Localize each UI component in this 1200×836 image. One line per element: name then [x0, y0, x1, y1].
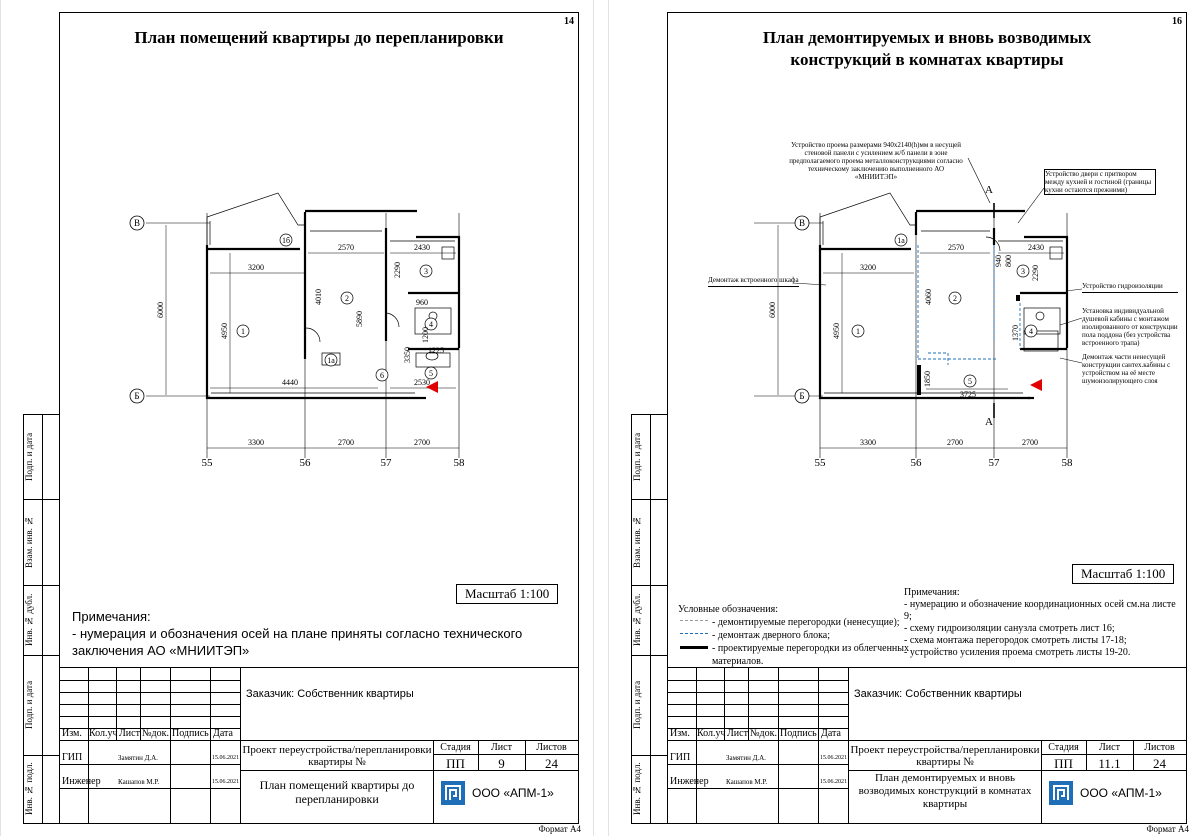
notes-title: Примечания:	[904, 587, 960, 598]
floor-plan-after	[668, 13, 1186, 513]
entrance-marker	[1030, 379, 1042, 391]
section-mark: А	[985, 416, 993, 428]
tb-header: Лист	[727, 728, 748, 739]
note-line: - нумерация и обозначения осей на плане приняты согласно технического	[72, 626, 523, 641]
room-number: 3	[1021, 267, 1025, 276]
dimension-label: 1370	[1011, 325, 1020, 341]
sheet-title: План демонтируемых и вновь возводимых конструкций в комнатах квартиры	[858, 772, 1032, 810]
company-name: ООО «АПМ-1»	[1080, 786, 1162, 800]
engineer-date: 15.06.2021	[212, 779, 239, 785]
sheet-value: 11.1	[1098, 756, 1121, 771]
tb-header: Лист	[119, 728, 140, 739]
dimension-label: 2290	[393, 262, 402, 278]
legend-swatch-solid	[680, 646, 708, 649]
axis-label: 58	[1061, 457, 1073, 469]
tb-header: Кол.уч	[697, 728, 726, 739]
callout-opening: Устройство проема размерами 940х2140(h)мм в несущей стеновой панели с усилением ж/б панели в зоне предполагаемого проема металлоконструкциями согласно техническому заключению выполненного АО «МНИИТЭП»	[789, 141, 963, 181]
notes	[904, 587, 1182, 659]
dimension-label: 6000	[156, 302, 165, 318]
engineer-role: Инженер	[62, 776, 101, 787]
axis-label: 57	[988, 457, 1000, 469]
dimension-label: 1225	[428, 346, 444, 355]
new-partition	[1016, 295, 1020, 301]
engineer-name: Кашапов М.Р.	[726, 778, 768, 786]
legend-swatch-door	[680, 633, 708, 637]
dimension-label: 960	[416, 298, 428, 307]
axis-label: В	[133, 218, 141, 228]
tb-header: Подпись	[172, 728, 209, 739]
legend-item: - проектируемые перегородки из облегченных материалов.	[678, 642, 928, 668]
room-number: 1а	[327, 356, 335, 365]
dimension-label: 5890	[355, 311, 364, 327]
dimension-label: 4950	[832, 323, 841, 339]
stage-label: Стадия	[440, 742, 471, 753]
gip-date: 15.06.2021	[820, 755, 847, 761]
legend-item: - демонтируемые перегородки (ненесущие);	[678, 616, 928, 629]
gip-name: Замятин Д.А.	[726, 754, 766, 762]
gip-role: ГИП	[670, 752, 691, 763]
axis-label: Б	[799, 391, 805, 401]
company-name: ООО «АПМ-1»	[472, 786, 554, 800]
room-number: 1б	[281, 236, 291, 245]
sheet-title: План помещений квартиры до перепланировки	[259, 778, 415, 806]
callout-waterproof: Устройство гидроизоляции	[1082, 281, 1178, 293]
sheets-value: 24	[545, 756, 558, 771]
side-label: Инв. № дубл.	[632, 593, 642, 647]
note-line: - схема монтажа перегородок смотреть листы 17-18;	[904, 635, 1127, 646]
sheets-label: Листов	[1144, 742, 1175, 753]
side-label: Подп. и дата	[632, 432, 642, 482]
dimension-label: 4440	[282, 378, 298, 387]
gip-name: Замятин Д.А.	[118, 754, 158, 762]
sheet-label: Лист	[491, 742, 512, 753]
legend-title: Условные обозначения:	[678, 604, 779, 615]
axis-label: В	[798, 218, 806, 228]
axis-label: 56	[299, 457, 311, 469]
dimension-label: 2700	[414, 438, 430, 447]
project-title: Проект переустройства/перепланировки квартиры №	[242, 744, 432, 768]
sheet-frame	[667, 12, 1187, 824]
note-line: - устройство усиления проема смотреть листы 19-20.	[904, 647, 1131, 658]
dimension-label: 2430	[1028, 243, 1044, 252]
dimension-label: 3300	[248, 438, 264, 447]
dimension-label: 6000	[768, 302, 777, 318]
scale-box: Масштаб 1:100	[456, 584, 558, 604]
stage-label: Стадия	[1048, 742, 1079, 753]
customer: Заказчик: Собственник квартиры	[246, 688, 414, 700]
room-number: 4	[429, 320, 433, 329]
room-number: 1	[241, 327, 245, 336]
legend	[678, 603, 928, 668]
side-stamp	[631, 414, 668, 824]
title-block	[668, 667, 1186, 824]
note-line: заключения АО «МНИИТЭП»	[72, 643, 250, 658]
dimension-label: 1200	[421, 327, 430, 343]
engineer-role: Инженер	[670, 776, 709, 787]
floor-plan-before	[60, 13, 578, 513]
page-title-line: План демонтируемых и вновь возводимых	[762, 28, 1092, 47]
side-label: Инв. № подл.	[24, 762, 34, 816]
side-label: Инв. № подл.	[632, 762, 642, 816]
room-number: 2	[953, 294, 957, 303]
stage-value: ПП	[446, 756, 465, 771]
sheets-label: Листов	[536, 742, 567, 753]
dimension-label: 940	[994, 255, 1003, 267]
tb-header: Кол.уч	[89, 728, 118, 739]
axis-label: 55	[814, 457, 826, 469]
dimension-label: 3725	[960, 390, 976, 399]
side-label: Подп. и дата	[632, 680, 642, 730]
side-stamp	[23, 414, 60, 824]
note-line: - схему гидроизоляции санузла смотреть лист 16;	[904, 623, 1115, 634]
side-label: Подп. и дата	[24, 432, 34, 482]
axis-label: 55	[201, 457, 213, 469]
axis-label: 57	[380, 457, 392, 469]
stage-value: ПП	[1054, 756, 1073, 771]
drawing-sheet-right	[608, 0, 1200, 836]
tb-header: №док.	[750, 728, 777, 739]
sheet-label: Лист	[1099, 742, 1120, 753]
notes	[72, 608, 552, 659]
room-number: 1а	[897, 236, 905, 245]
dimension-label: 3300	[860, 438, 876, 447]
tb-header: Изм.	[62, 728, 82, 739]
dimension-label: 2290	[1031, 265, 1040, 281]
side-label: Инв. № дубл.	[24, 593, 34, 647]
dimension-label: 2700	[1022, 438, 1038, 447]
callout-door: Устройство двери с притвором между кухней и гостиной (границы кухни остаются прежними)	[1044, 169, 1156, 195]
page-title: План помещений квартиры до перепланировки	[134, 28, 504, 47]
company-logo	[1048, 780, 1074, 806]
new-partition	[917, 365, 921, 395]
room-number: 2	[345, 294, 349, 303]
project-title: Проект переустройства/перепланировки квартиры №	[850, 744, 1040, 768]
paper-format: Формат А4	[1146, 824, 1189, 834]
dimension-label: 2700	[947, 438, 963, 447]
dimension-label: 1850	[923, 371, 932, 387]
room-number: 3	[424, 267, 428, 276]
sheet-frame	[59, 12, 579, 824]
sheet-number: 16	[1172, 16, 1182, 27]
scale-box: Масштаб 1:100	[1072, 564, 1174, 584]
dimension-label: 3200	[248, 263, 264, 272]
side-label: Взам. инв. №	[632, 515, 642, 569]
dimension-label: 4010	[314, 289, 323, 305]
room-number: 5	[968, 377, 972, 386]
drawing-sheet-left	[0, 0, 594, 836]
dimension-label: 2570	[338, 243, 354, 252]
dimension-label: 2530	[414, 378, 430, 387]
notes-title: Примечания:	[72, 609, 151, 624]
tb-header: Изм.	[670, 728, 690, 739]
dimension-label: 2430	[414, 243, 430, 252]
dimension-label: 3350	[403, 347, 412, 363]
sheets-value: 24	[1153, 756, 1166, 771]
side-label: Подп. и дата	[24, 680, 34, 730]
legend-item: - демонтаж дверного блока;	[678, 629, 928, 642]
title-block	[60, 667, 578, 824]
dimension-label: 4060	[924, 289, 933, 305]
tb-header: №док.	[142, 728, 169, 739]
engineer-date: 15.06.2021	[820, 779, 847, 785]
room-number: 1	[856, 327, 860, 336]
room-number: 5	[429, 369, 433, 378]
section-mark: А	[985, 184, 993, 196]
engineer-name: Кашапов М.Р.	[118, 778, 160, 786]
company-logo	[440, 780, 466, 806]
callout-wardrobe: Демонтаж встроенного шкафа	[708, 275, 799, 287]
axis-label: 58	[453, 457, 465, 469]
axis-label: 56	[910, 457, 922, 469]
sheet-number: 14	[564, 16, 574, 27]
room-number: 6	[380, 371, 384, 380]
dimension-label: 800	[1004, 255, 1013, 267]
tb-header: Дата	[213, 728, 233, 739]
tb-header: Дата	[821, 728, 841, 739]
dimension-label: 2570	[948, 243, 964, 252]
gip-role: ГИП	[62, 752, 83, 763]
customer: Заказчик: Собственник квартиры	[854, 688, 1022, 700]
axis-label: Б	[134, 391, 140, 401]
room-number: 4	[1029, 327, 1033, 336]
dimension-label: 2700	[338, 438, 354, 447]
sheet-value: 9	[498, 756, 505, 771]
tb-header: Подпись	[780, 728, 817, 739]
page-title-line: конструкций в комнатах квартиры	[790, 50, 1064, 69]
dimension-label: 4950	[220, 323, 229, 339]
paper-format: Формат А4	[538, 824, 581, 834]
gip-date: 15.06.2021	[212, 755, 239, 761]
legend-swatch-dashed	[680, 620, 708, 624]
dimension-label: 3200	[860, 263, 876, 272]
callout-shower: Установка индивидуальной душевой кабины с монтажом изолированного от конструкции пола поддона (без устройства встроенного трапа)	[1082, 307, 1178, 347]
callout-cabin: Демонтаж части ненесущей конструкции сантех.кабины с устройством на её месте шумоизолирующего слоя	[1082, 353, 1171, 385]
side-label: Взам. инв. №	[24, 515, 34, 569]
note-line: - нумерацию и обозначение координационных осей см.на листе 9;	[904, 599, 1176, 622]
